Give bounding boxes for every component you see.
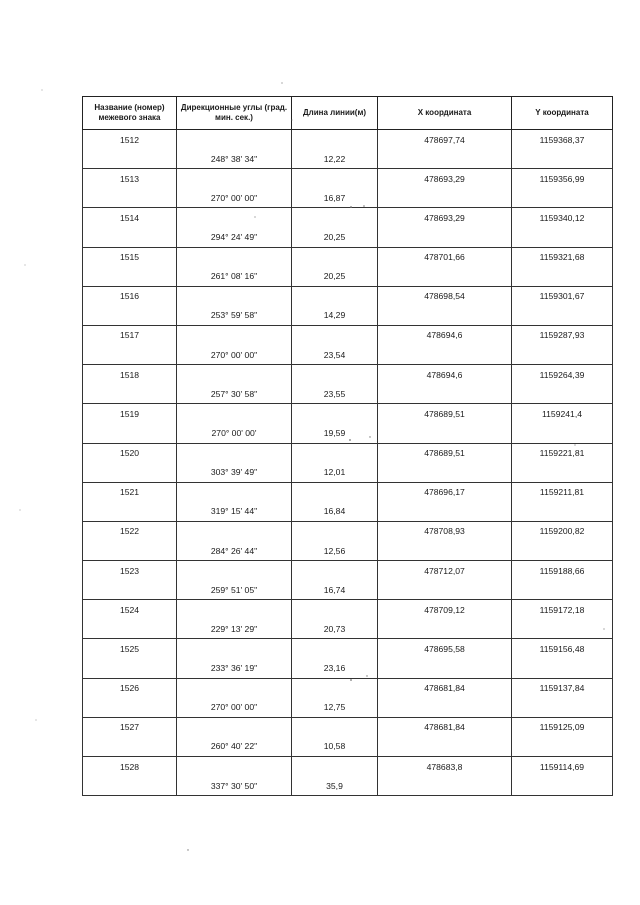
empty-cell: [83, 541, 177, 561]
empty-cell: [83, 306, 177, 326]
header-name: Название (номер) межевого знака: [83, 97, 177, 130]
empty-cell: [512, 698, 613, 718]
line-length: 20,73: [292, 619, 378, 639]
empty-cell: [177, 678, 292, 698]
y-coordinate: 1159211,81: [512, 482, 613, 502]
x-coordinate: 478689,51: [378, 404, 512, 424]
line-length: 20,25: [292, 227, 378, 247]
empty-cell: [292, 130, 378, 150]
table-row: [83, 208, 613, 228]
empty-cell: [378, 737, 512, 757]
point-name: 1513: [83, 169, 177, 189]
table-row: [83, 521, 613, 541]
point-name: 1517: [83, 325, 177, 345]
line-length: 23,55: [292, 384, 378, 404]
direction-angle: 337° 30' 50": [177, 776, 292, 796]
header-y: Y координата: [512, 97, 613, 130]
empty-cell: [512, 776, 613, 796]
empty-cell: [512, 188, 613, 208]
line-length: 16,84: [292, 502, 378, 522]
empty-cell: [378, 659, 512, 679]
table-row: [83, 404, 613, 424]
empty-cell: [512, 306, 613, 326]
empty-cell: [177, 639, 292, 659]
empty-cell: [83, 776, 177, 796]
empty-cell: [177, 482, 292, 502]
x-coordinate: 478689,51: [378, 443, 512, 463]
direction-angle: 303° 39' 49": [177, 463, 292, 483]
y-coordinate: 1159287,93: [512, 325, 613, 345]
y-coordinate: 1159356,99: [512, 169, 613, 189]
empty-cell: [378, 345, 512, 365]
table-row: [83, 502, 613, 522]
y-coordinate: 1159241,4: [512, 404, 613, 424]
empty-cell: [292, 404, 378, 424]
table-row: [83, 717, 613, 737]
direction-angle: 233° 36' 19": [177, 659, 292, 679]
empty-cell: [292, 208, 378, 228]
table-row: [83, 619, 613, 639]
y-coordinate: 1159321,68: [512, 247, 613, 267]
x-coordinate: 478701,66: [378, 247, 512, 267]
empty-cell: [177, 521, 292, 541]
x-coordinate: 478683,8: [378, 757, 512, 777]
point-name: 1519: [83, 404, 177, 424]
table-row: [83, 600, 613, 620]
line-length: 12,56: [292, 541, 378, 561]
table-row: [83, 423, 613, 443]
empty-cell: [177, 365, 292, 385]
empty-cell: [512, 659, 613, 679]
x-coordinate: 478709,12: [378, 600, 512, 620]
empty-cell: [177, 247, 292, 267]
point-name: 1527: [83, 717, 177, 737]
empty-cell: [83, 384, 177, 404]
line-length: 16,87: [292, 188, 378, 208]
y-coordinate: 1159172,18: [512, 600, 613, 620]
y-coordinate: 1159264,39: [512, 365, 613, 385]
empty-cell: [512, 384, 613, 404]
point-name: 1512: [83, 130, 177, 150]
empty-cell: [512, 502, 613, 522]
empty-cell: [292, 482, 378, 502]
y-coordinate: 1159114,69: [512, 757, 613, 777]
empty-cell: [378, 423, 512, 443]
empty-cell: [177, 717, 292, 737]
x-coordinate: 478712,07: [378, 561, 512, 581]
empty-cell: [378, 188, 512, 208]
direction-angle: 259° 51' 05": [177, 580, 292, 600]
y-coordinate: 1159125,09: [512, 717, 613, 737]
empty-cell: [292, 521, 378, 541]
x-coordinate: 478681,84: [378, 678, 512, 698]
x-coordinate: 478695,58: [378, 639, 512, 659]
empty-cell: [292, 169, 378, 189]
empty-cell: [83, 619, 177, 639]
direction-angle: 261° 08' 16": [177, 267, 292, 287]
table-row: [83, 776, 613, 796]
table-row: [83, 345, 613, 365]
point-name: 1518: [83, 365, 177, 385]
empty-cell: [83, 659, 177, 679]
empty-cell: [512, 737, 613, 757]
point-name: 1526: [83, 678, 177, 698]
point-name: 1514: [83, 208, 177, 228]
point-name: 1528: [83, 757, 177, 777]
table-row: [83, 149, 613, 169]
point-name: 1523: [83, 561, 177, 581]
empty-cell: [177, 561, 292, 581]
line-length: 20,25: [292, 267, 378, 287]
x-coordinate: 478681,84: [378, 717, 512, 737]
direction-angle: 257° 30' 58": [177, 384, 292, 404]
empty-cell: [378, 463, 512, 483]
empty-cell: [292, 561, 378, 581]
coordinates-table: [82, 96, 613, 796]
empty-cell: [512, 345, 613, 365]
empty-cell: [83, 188, 177, 208]
table-row: [83, 443, 613, 463]
empty-cell: [378, 698, 512, 718]
table-row: [83, 482, 613, 502]
empty-cell: [512, 149, 613, 169]
direction-angle: 270° 00' 00": [177, 345, 292, 365]
direction-angle: 284° 26' 44": [177, 541, 292, 561]
empty-cell: [177, 404, 292, 424]
table-row: [83, 247, 613, 267]
empty-cell: [177, 169, 292, 189]
point-name: 1522: [83, 521, 177, 541]
empty-cell: [83, 345, 177, 365]
direction-angle: 229° 13' 29": [177, 619, 292, 639]
empty-cell: [83, 580, 177, 600]
empty-cell: [83, 227, 177, 247]
point-name: 1520: [83, 443, 177, 463]
empty-cell: [512, 619, 613, 639]
table-row: [83, 561, 613, 581]
x-coordinate: 478693,29: [378, 208, 512, 228]
x-coordinate: 478694,6: [378, 365, 512, 385]
empty-cell: [83, 149, 177, 169]
empty-cell: [292, 717, 378, 737]
table-row: [83, 678, 613, 698]
line-length: 14,29: [292, 306, 378, 326]
line-length: 23,54: [292, 345, 378, 365]
y-coordinate: 1159340,12: [512, 208, 613, 228]
x-coordinate: 478696,17: [378, 482, 512, 502]
empty-cell: [292, 247, 378, 267]
line-length: 12,01: [292, 463, 378, 483]
empty-cell: [378, 502, 512, 522]
y-coordinate: 1159200,82: [512, 521, 613, 541]
table-row: [83, 698, 613, 718]
direction-angle: 270° 00' 00": [177, 698, 292, 718]
empty-cell: [292, 757, 378, 777]
empty-cell: [378, 306, 512, 326]
table-row: [83, 737, 613, 757]
empty-cell: [292, 325, 378, 345]
header-x: X координата: [378, 97, 512, 130]
table-header-row: [83, 97, 613, 130]
empty-cell: [292, 286, 378, 306]
y-coordinate: 1159156,48: [512, 639, 613, 659]
empty-cell: [512, 227, 613, 247]
table-row: [83, 365, 613, 385]
y-coordinate: 1159221,81: [512, 443, 613, 463]
direction-angle: 253° 59' 58": [177, 306, 292, 326]
empty-cell: [378, 384, 512, 404]
table-row: [83, 463, 613, 483]
x-coordinate: 478698,54: [378, 286, 512, 306]
line-length: 12,22: [292, 149, 378, 169]
empty-cell: [378, 541, 512, 561]
table-row: [83, 227, 613, 247]
empty-cell: [512, 423, 613, 443]
empty-cell: [177, 757, 292, 777]
x-coordinate: 478708,93: [378, 521, 512, 541]
empty-cell: [378, 776, 512, 796]
x-coordinate: 478694,6: [378, 325, 512, 345]
empty-cell: [177, 325, 292, 345]
empty-cell: [177, 443, 292, 463]
point-name: 1525: [83, 639, 177, 659]
table-row: [83, 267, 613, 287]
empty-cell: [177, 208, 292, 228]
y-coordinate: 1159188,66: [512, 561, 613, 581]
point-name: 1515: [83, 247, 177, 267]
line-length: 16,74: [292, 580, 378, 600]
x-coordinate: 478697,74: [378, 130, 512, 150]
line-length: 35,9: [292, 776, 378, 796]
point-name: 1516: [83, 286, 177, 306]
empty-cell: [177, 600, 292, 620]
empty-cell: [378, 227, 512, 247]
empty-cell: [83, 423, 177, 443]
table-row: [83, 169, 613, 189]
line-length: 19,59: [292, 423, 378, 443]
empty-cell: [378, 267, 512, 287]
direction-angle: 270° 00' 00": [177, 188, 292, 208]
empty-cell: [292, 639, 378, 659]
header-angle: Дирекционные углы (град. мин. сек.): [177, 97, 292, 130]
direction-angle: 260° 40' 22": [177, 737, 292, 757]
empty-cell: [378, 619, 512, 639]
empty-cell: [512, 267, 613, 287]
y-coordinate: 1159137,84: [512, 678, 613, 698]
header-length: Длина линии(м): [292, 97, 378, 130]
table-row: [83, 325, 613, 345]
table-row: [83, 757, 613, 777]
direction-angle: 294° 24' 49": [177, 227, 292, 247]
empty-cell: [292, 443, 378, 463]
table-row: [83, 384, 613, 404]
empty-cell: [83, 267, 177, 287]
table-row: [83, 659, 613, 679]
y-coordinate: 1159301,67: [512, 286, 613, 306]
x-coordinate: 478693,29: [378, 169, 512, 189]
empty-cell: [83, 737, 177, 757]
direction-angle: 248° 38' 34": [177, 149, 292, 169]
point-name: 1524: [83, 600, 177, 620]
table-row: [83, 580, 613, 600]
empty-cell: [177, 130, 292, 150]
empty-cell: [83, 502, 177, 522]
direction-angle: 319° 15' 44": [177, 502, 292, 522]
empty-cell: [83, 463, 177, 483]
point-name: 1521: [83, 482, 177, 502]
empty-cell: [292, 600, 378, 620]
table-row: [83, 130, 613, 150]
empty-cell: [512, 541, 613, 561]
empty-cell: [378, 580, 512, 600]
line-length: 23,16: [292, 659, 378, 679]
table-row: [83, 306, 613, 326]
empty-cell: [177, 286, 292, 306]
empty-cell: [512, 580, 613, 600]
direction-angle: 270° 00' 00': [177, 423, 292, 443]
table-row: [83, 639, 613, 659]
empty-cell: [378, 149, 512, 169]
empty-cell: [292, 365, 378, 385]
line-length: 10,58: [292, 737, 378, 757]
empty-cell: [292, 678, 378, 698]
table-row: [83, 188, 613, 208]
empty-cell: [512, 463, 613, 483]
table-row: [83, 286, 613, 306]
line-length: 12,75: [292, 698, 378, 718]
y-coordinate: 1159368,37: [512, 130, 613, 150]
table-row: [83, 541, 613, 561]
empty-cell: [83, 698, 177, 718]
